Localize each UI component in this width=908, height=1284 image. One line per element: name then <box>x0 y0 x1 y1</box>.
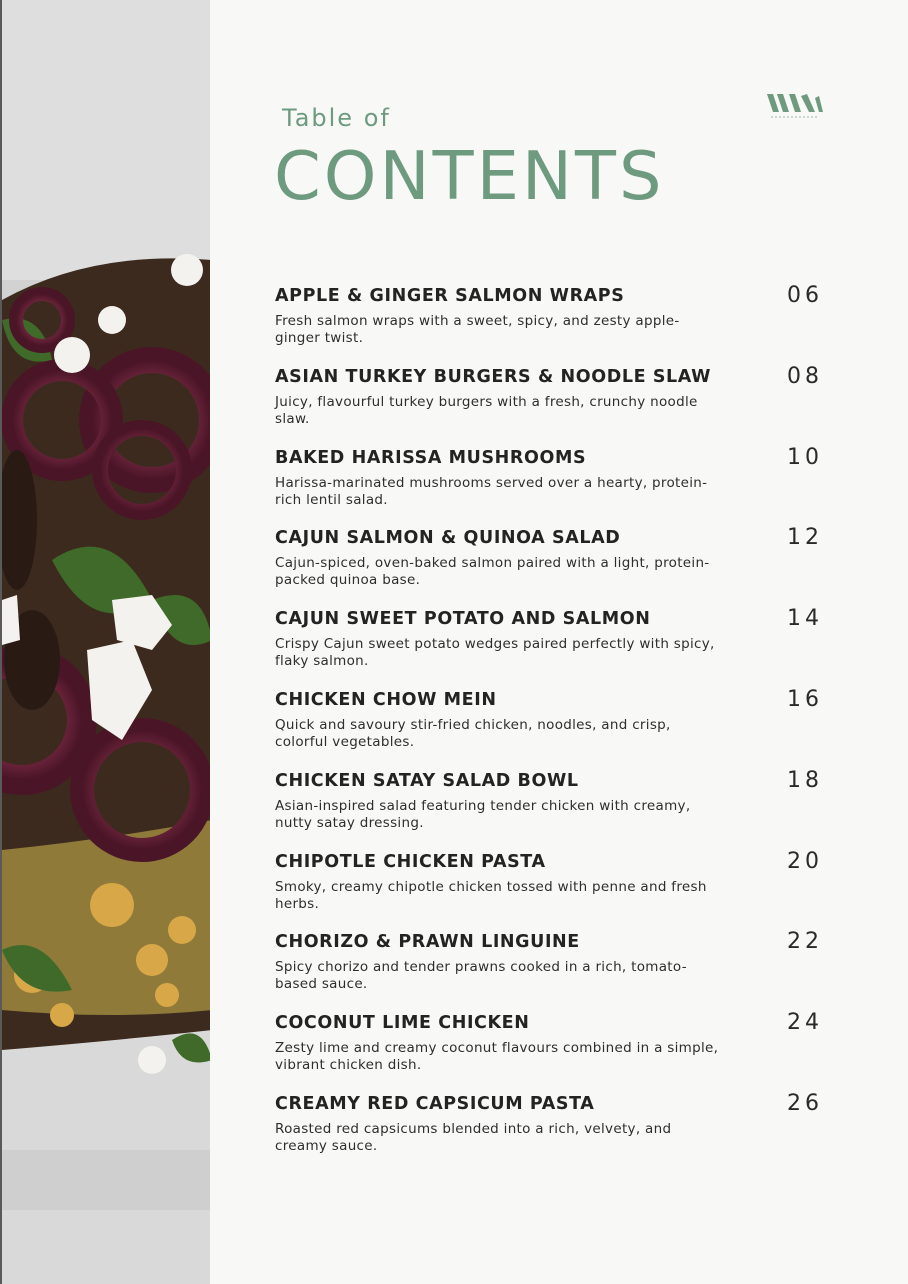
entry-page-number: 22 <box>787 929 823 955</box>
entry-description: Fresh salmon wraps with a sweet, spicy, and zesty apple-ginger twist. <box>275 313 680 346</box>
page-title: CONTENTS <box>274 137 665 215</box>
entry-page-number: 24 <box>787 1010 823 1036</box>
entry-description: Harissa-marinated mushrooms served over a hearty, protein-rich lentil salad. <box>275 474 708 508</box>
entry-title: CREAMY RED CAPSICUM PASTA <box>275 1094 595 1114</box>
contents-entry[interactable] <box>275 1012 823 1074</box>
contents-entry[interactable] <box>275 767 823 832</box>
entry-page-number: 20 <box>787 848 823 874</box>
entry-page-number: 14 <box>787 606 823 632</box>
entry-title: CHICKEN SATAY SALAD BOWL <box>275 770 579 791</box>
contents-entry[interactable] <box>275 285 823 347</box>
entry-page-number: 16 <box>787 687 823 712</box>
entry-title: BAKED HARISSA MUSHROOMS <box>275 447 587 468</box>
contents-entry[interactable] <box>275 363 823 428</box>
entry-page-number: 18 <box>787 767 823 793</box>
contents-entry[interactable] <box>275 848 823 913</box>
entry-description: Spicy chorizo and tender prawns cooked in a rich, tomato-based sauce. <box>275 959 687 993</box>
entry-page-number: 08 <box>787 363 823 389</box>
entry-title: ASIAN TURKEY BURGERS & NOODLE SLAW <box>275 366 712 387</box>
leaf-stripes-logo-icon <box>765 90 823 120</box>
entry-description: Cajun-spiced, oven-baked salmon paired with a light, protein-packed quinoa base. <box>275 555 710 589</box>
contents-entry[interactable] <box>275 689 823 751</box>
entry-description: Quick and savoury stir-fried chicken, noodles, and crisp, colorful vegetables. <box>275 717 671 750</box>
entry-page-number: 10 <box>787 444 823 470</box>
contents-entry[interactable] <box>275 608 823 670</box>
entry-title: CHORIZO & PRAWN LINGUINE <box>275 932 580 953</box>
entry-title: COCONUT LIME CHICKEN <box>275 1013 530 1034</box>
contents-entry[interactable] <box>275 444 823 509</box>
entry-title: CHIPOTLE CHICKEN PASTA <box>275 851 546 872</box>
entry-title: CAJUN SALMON & QUINOA SALAD <box>275 528 621 549</box>
salad-illustration <box>2 0 210 1284</box>
contents-entry[interactable] <box>275 931 823 993</box>
entry-description: Smoky, creamy chipotle chicken tossed with penne and fresh herbs. <box>275 878 707 912</box>
entry-page-number: 12 <box>787 525 823 551</box>
entry-page-number: 26 <box>787 1091 823 1116</box>
contents-entry[interactable] <box>275 527 823 589</box>
entry-description: Zesty lime and creamy coconut flavours combined in a simple, vibrant chicken dish. <box>275 1040 719 1074</box>
page-subtitle: Table of <box>282 104 391 132</box>
entry-description: Roasted red capsicums blended into a rich, velvety, and creamy sauce. <box>275 1121 672 1154</box>
entry-title: APPLE & GINGER SALMON WRAPS <box>275 286 625 306</box>
entry-description: Juicy, flavourful turkey burgers with a fresh, crunchy noodle slaw. <box>275 393 698 427</box>
entry-title: CHICKEN CHOW MEIN <box>275 690 497 710</box>
entry-page-number: 06 <box>787 283 823 308</box>
contents-entry[interactable] <box>275 1093 823 1155</box>
entry-description: Crispy Cajun sweet potato wedges paired perfectly with spicy, flaky salmon. <box>275 636 715 670</box>
entry-title: CAJUN SWEET POTATO AND SALMON <box>275 609 651 630</box>
salad-photo <box>0 0 210 1284</box>
entry-description: Asian-inspired salad featuring tender chicken with creamy, nutty satay dressing. <box>275 797 691 831</box>
